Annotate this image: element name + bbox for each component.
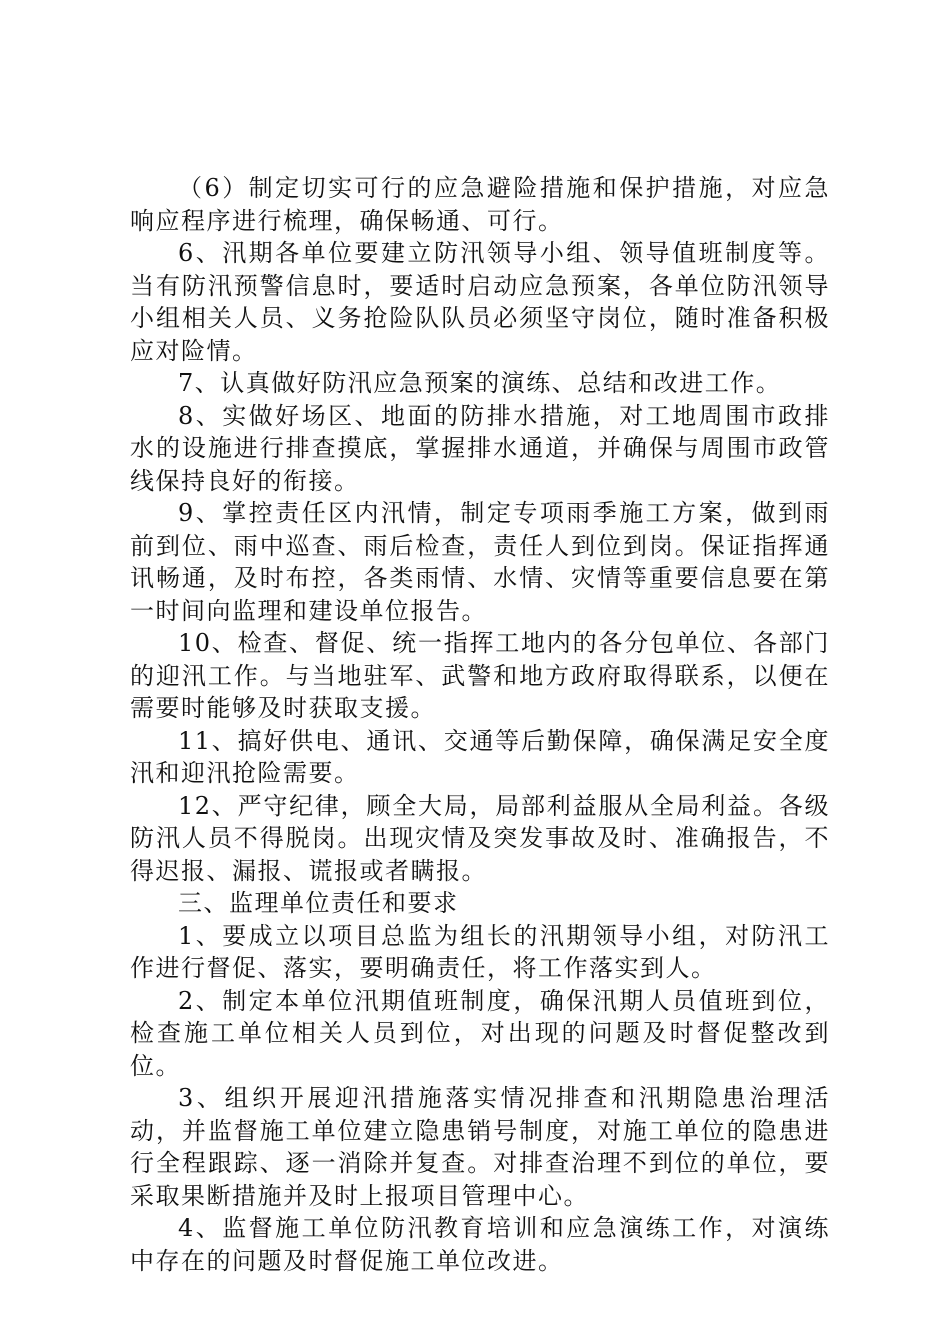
paragraph-item-8: 8、实做好场区、地面的防排水措施，对工地周围市政排水的设施进行排查摸底，掌握排水通道，并确保与周围市政管线保持良好的衔接。 bbox=[130, 401, 830, 495]
paragraph-6-sub: （6）制定切实可行的应急避险措施和保护措施，对应急响应程序进行梳理，确保畅通、可行。 bbox=[130, 174, 830, 235]
paragraph-supervision-1: 1、要成立以项目总监为组长的汛期领导小组，对防汛工作进行督促、落实，要明确责任，将工作落实到人。 bbox=[130, 921, 830, 982]
paragraph-item-9: 9、掌控责任区内汛情，制定专项雨季施工方案，做到雨前到位、雨中巡查、雨后检查，责任人到位到岗。保证指挥通讯畅通，及时布控，各类雨情、水情、灾情等重要信息要在第一时间向监理和建设单位报告。 bbox=[130, 499, 830, 625]
section-heading-supervision: 三、监理单位责任和要求 bbox=[178, 889, 459, 917]
paragraph-item-7: 7、认真做好防汛应急预案的演练、总结和改进工作。 bbox=[178, 369, 782, 397]
paragraph-supervision-4: 4、监督施工单位防汛教育培训和应急演练工作，对演练中存在的问题及时督促施工单位改进。 bbox=[130, 1214, 830, 1275]
paragraph-item-10: 10、检查、督促、统一指挥工地内的各分包单位、各部门的迎汛工作。与当地驻军、武警和地方政府取得联系，以便在需要时能够及时获取支援。 bbox=[130, 629, 830, 722]
paragraph-supervision-3: 3、组织开展迎汛措施落实情况排查和汛期隐患治理活动，并监督施工单位建立隐患销号制度，对施工单位的隐患进行全程跟踪、逐一消除并复查。对排查治理不到位的单位，要采取果断措施并及时上报项目管理中心。 bbox=[130, 1084, 830, 1210]
paragraph-item-12: 12、严守纪律，顾全大局，局部利益服从全局利益。各级防汛人员不得脱岗。出现灾情及突发事故及时、准确报告，不得迟报、漏报、谎报或者瞒报。 bbox=[130, 791, 830, 885]
paragraph-item-6: 6、汛期各单位要建立防汛领导小组、领导值班制度等。当有防汛预警信息时，要适时启动应急预案，各单位防汛领导小组相关人员、义务抢险队队员必须坚守岗位，随时准备积极应对险情。 bbox=[130, 239, 830, 365]
paragraph-item-11: 11、搞好供电、通讯、交通等后勤保障，确保满足安全度汛和迎汛抢险需要。 bbox=[130, 726, 830, 787]
paragraph-supervision-2: 2、制定本单位汛期值班制度，确保汛期人员值班到位，检查施工单位相关人员到位，对出现的问题及时督促整改到位。 bbox=[130, 986, 830, 1080]
document-body bbox=[130, 172, 830, 1277]
